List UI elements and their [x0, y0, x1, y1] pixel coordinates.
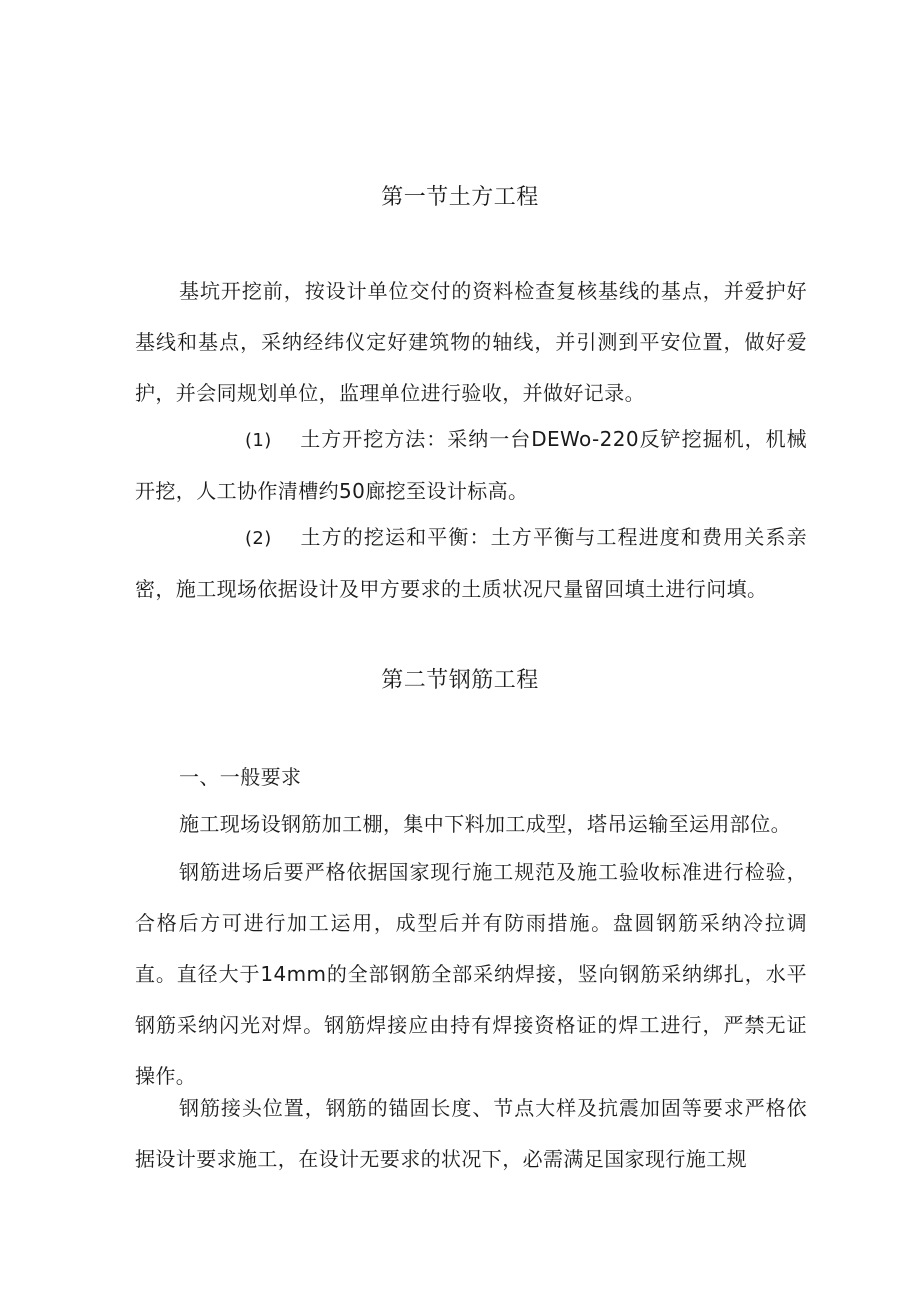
paragraph-rebar-inspection: 钢筋进场后要严格依据国家现行施工规范及施工验收标准进行检验，合格后方可进行加工运用，成型后并有防雨措施。盘圆钢筋采纳冷拉调直。直径大于14mm的全部钢筋全部采纳焊接，竖向钢筋采纳绑扎，水平钢筋采纳闪光对焊。钢筋焊接应由持有焊接资格证的焊工进行，严禁无证操作。	[135, 860, 807, 1088]
list-item-text: 土方开挖方法：采纳一台DEWo-220反铲挖掘机，机械开挖，人工协作清槽约50廊挖至设计标高。	[135, 427, 807, 503]
paragraph-rebar-shed: 施工现场设钢筋加工棚，集中下料加工成型，塔吊运输至运用部位。	[179, 812, 791, 836]
list-number: (2)	[245, 528, 272, 549]
paragraph-baseline-check: 基坑开挖前，按设计单位交付的资料检查复核基线的基点，并爱护好基线和基点，采纳经纬仪定好建筑物的轴线，并引测到平安位置，做好爱护，并会同规划单位，监理单位进行验收，并做好记录。	[135, 279, 807, 405]
section-title-rebar: 第二节钢筋工程	[381, 668, 539, 693]
paragraph-rebar-joints: 钢筋接头位置，钢筋的锚固长度、节点大样及抗震加固等要求严格依据设计要求施工，在设计无要求的状况下，必需满足国家现行施工规	[135, 1096, 807, 1171]
section-title-earthwork: 第一节土方工程	[381, 185, 539, 210]
list-item-earth-balance	[135, 512, 807, 615]
subheading-general-requirements: 一、一般要求	[179, 765, 302, 789]
list-item-excavation-method	[135, 414, 807, 517]
list-number: (1)	[245, 430, 272, 451]
list-item-text: 土方的挖运和平衡：土方平衡与工程进度和费用关系亲密，施工现场依据设计及甲方要求的土质状况尺量留回填土进行问填。	[135, 525, 807, 601]
